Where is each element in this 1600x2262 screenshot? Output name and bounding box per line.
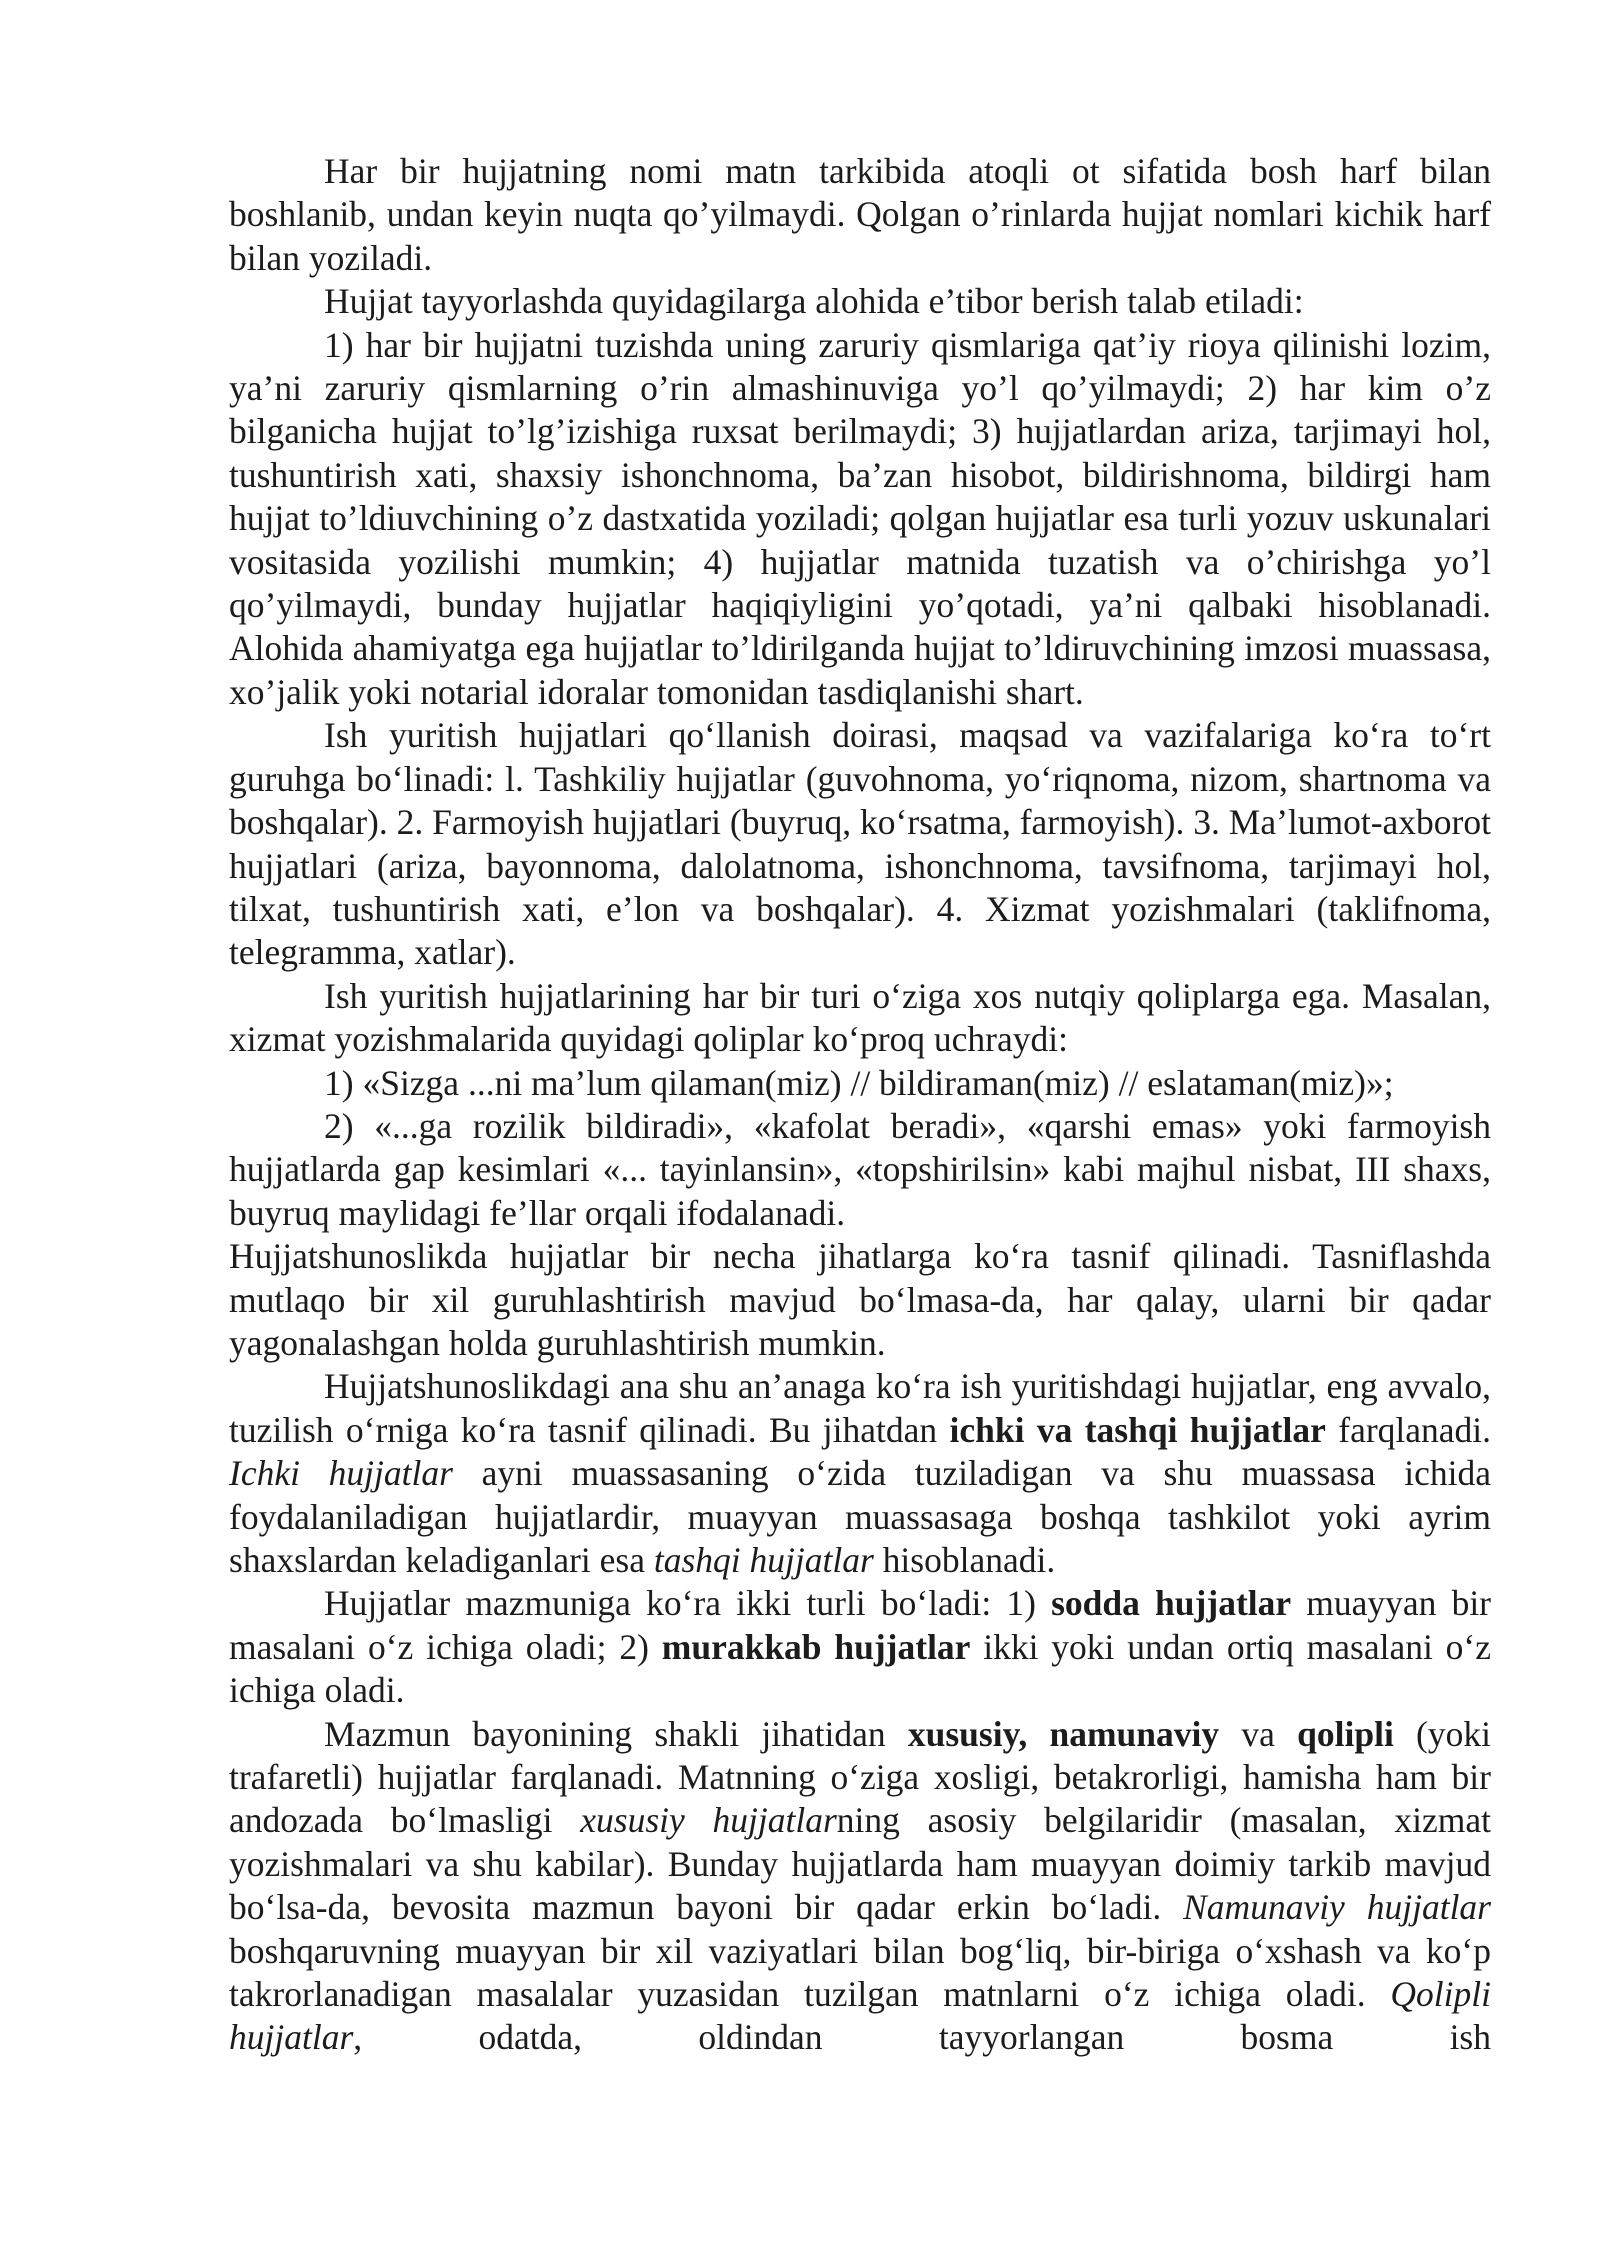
text-run: Hujjatshunoslikda hujjatlar bir necha jihatlarga ko‘ra tasnif qilinadi. Tasniflashda mutlaqo bir xil guruhlashtirish mavjud bo‘lmasa-da, har qalay, ularni bir qadar yagonalashgan holda guruhlashtirish mumkin.	[229, 1236, 1491, 1363]
paragraph-document-names	[229, 150, 1491, 280]
italic-term: Namunaviy hujjatlar	[1183, 1887, 1492, 1928]
text-run: ikki yoki undan ortiq masalani o‘z ichiga oladi.	[229, 1626, 1491, 1711]
text-run: Hujjatshunoslikdagi ana shu an’anaga ko‘ra ish yuritishdagi hujjatlar, eng avvalo, tuzilish o‘rniga ko‘ra tasnif qilinadi. Bu jihatdan	[229, 1366, 1491, 1450]
paragraph-speech-templates	[229, 975, 1491, 1062]
text-run: Har bir hujjatning nomi matn tarkibida atoqli ot sifatida bosh harf bilan boshlanib, undan keyin nuqta qo’yilmaydi. Qolgan o’rinlarda hujjat nomlari kichik harf bilan yoziladi.	[229, 151, 1491, 278]
document-page	[229, 150, 1491, 2060]
bold-term: xususiy, namunaviy	[907, 1713, 1220, 1754]
paragraph-template-example-1	[229, 1062, 1491, 1105]
text-run: ayni muassasaning o‘zida tuziladigan va shu muassasa ichida foydalaniladigan hujjatlardir, muayyan muassasaga boshqa tashkilot yoki ayrim shaxslardan keladiganlari esa	[229, 1453, 1492, 1580]
text-run: farqlanadi.	[1325, 1409, 1492, 1450]
text-run: Mazmun bayonining shakli jihatidan	[324, 1713, 908, 1754]
text-run: 1) har bir hujjatni tuzishda uning zaruriy qismlariga qat’iy rioya qilinishi lozim, ya’ni zaruriy qismlarning o’rin almashinuviga yo’l qo’yilmaydi; 2) har kim o’z bilganicha hujjat to’lg’izishiga ruxsat berilmaydi; 3) hujjatlardan ariza, tarjimayi hol, tushuntirish xati, shaxsiy ishonchnoma, ba’zan hisobot, bildirishnoma, bildirgi ham hujjat to’ldiuvchining o’z dastxatida yoziladi; qolgan hujjatlar esa turli yozuv uskunalari vositasida yozilishi mumkin; 4) hujjatlar matnida tuzatish va o’chirishga yo’l qo’yilmaydi, bunday hujjatlar haqiqiyligini yo’qotadi, ya’ni qalbaki hisoblanadi. Alohida ahamiyatga ega hujjatlar to’ldirilganda hujjat to’ldiruvchining imzosi muassasa, xo’jalik yoki notarial idoralar tomonidan tasdiqlanishi shart.	[229, 324, 1491, 712]
paragraph-simple-complex	[229, 1582, 1491, 1712]
text-run: Ish yuritish hujjatlarining har bir turi o‘ziga xos nutqiy qoliplarga ega. Masalan, xizmat yozishmalarida quyidagi qoliplar ko‘proq uchraydi:	[229, 975, 1491, 1060]
text-run: hisoblanadi.	[873, 1540, 1056, 1580]
text-run: , odatda, oldindan tayyorlangan bosma ish	[353, 2017, 1491, 2058]
text-run: muayyan bir masalani o‘z ichiga oladi; 2)	[229, 1583, 1492, 1667]
text-run: 1) «Sizga ...ni ma’lum qilaman(miz) // bildiraman(miz) // eslataman(miz)»;	[324, 1062, 1394, 1103]
text-run: (yoki trafaretli) hujjatlar farqlanadi. Matnning o‘ziga xosligi, betakrorligi, hamisha ham bir andozada bo‘lmasligi	[229, 1713, 1491, 1841]
bold-term: murakkab hujjatlar	[661, 1626, 971, 1667]
text-run: Ish yuritish hujjatlari qo‘llanish doirasi, maqsad va vazifalariga ko‘ra to‘rt guruhga bo‘linadi: l. Tashkiliy hujjatlar (guvohnoma, yo‘riqnoma, nizom, shartnoma va boshqalar). 2. Farmoyish hujjatlari (buyruq, ko‘rsatma, farmoyish). 3. Ma’lumot-axborot hujjatlari (ariza, bayonnoma, dalolatnoma, ishonchnoma, tavsifnoma, tarjimayi hol, tilxat, tushuntirish xati, e’lon va boshqalar). 4. Xizmat yozishmalari (taklifnoma, telegramma, xatlar).	[229, 715, 1491, 973]
bold-term: sodda hujjatlar	[1051, 1583, 1292, 1624]
text-run: boshqaruvning muayyan bir xil vaziyatlari bilan bog‘liq, bir-biriga o‘xshash va ko‘p takrorlanadigan masalalar yuzasidan tuzilgan matnlarni o‘z ichiga oladi.	[229, 1930, 1491, 2015]
text-run: va	[1219, 1713, 1298, 1754]
text-run: Hujjatlar mazmuniga ko‘ra ikki turli bo‘ladi: 1)	[324, 1583, 1052, 1624]
paragraph-rules-list	[229, 324, 1491, 715]
text-run: 2) «...ga rozilik bildiradi», «kafolat beradi», «qarshi emas» yoki farmoyish hujjatlarda gap kesimlari «... tayinlansin», «topshirilsin» kabi majhul nisbat, III shaxs, buyruq maylidagi fe’llar orqali ifodalanadi.	[229, 1105, 1491, 1233]
text-run: Hujjat tayyorlashda quyidagilarga alohida e’tibor berish talab etiladi:	[324, 281, 1304, 322]
paragraph-classification	[229, 1235, 1491, 1365]
bold-term: ichki va tashqi hujjatlar	[949, 1409, 1326, 1450]
italic-term: Qolipli hujjatlar	[229, 1974, 1491, 2058]
italic-term: Ichki hujjatlar	[229, 1453, 453, 1494]
italic-term: tashqi hujjatlar	[653, 1540, 874, 1580]
paragraph-internal-external	[229, 1365, 1491, 1582]
bold-term: qolipli	[1297, 1713, 1394, 1754]
paragraph-template-example-2	[229, 1105, 1491, 1235]
italic-term: xususiy hujjatlar	[580, 1800, 837, 1841]
text-run: ning asosiy belgilaridir (masalan, xizmat yozishmalari va shu kabilar). Bunday hujjatlarda ham muayyan doimiy tarkib mavjud bo‘lsa-da, bevosita mazmun bayoni bir qadar erkin bo‘ladi.	[229, 1800, 1491, 1928]
paragraph-content-forms	[229, 1713, 1491, 2060]
paragraph-attention-intro	[229, 280, 1491, 323]
paragraph-document-groups	[229, 714, 1491, 974]
